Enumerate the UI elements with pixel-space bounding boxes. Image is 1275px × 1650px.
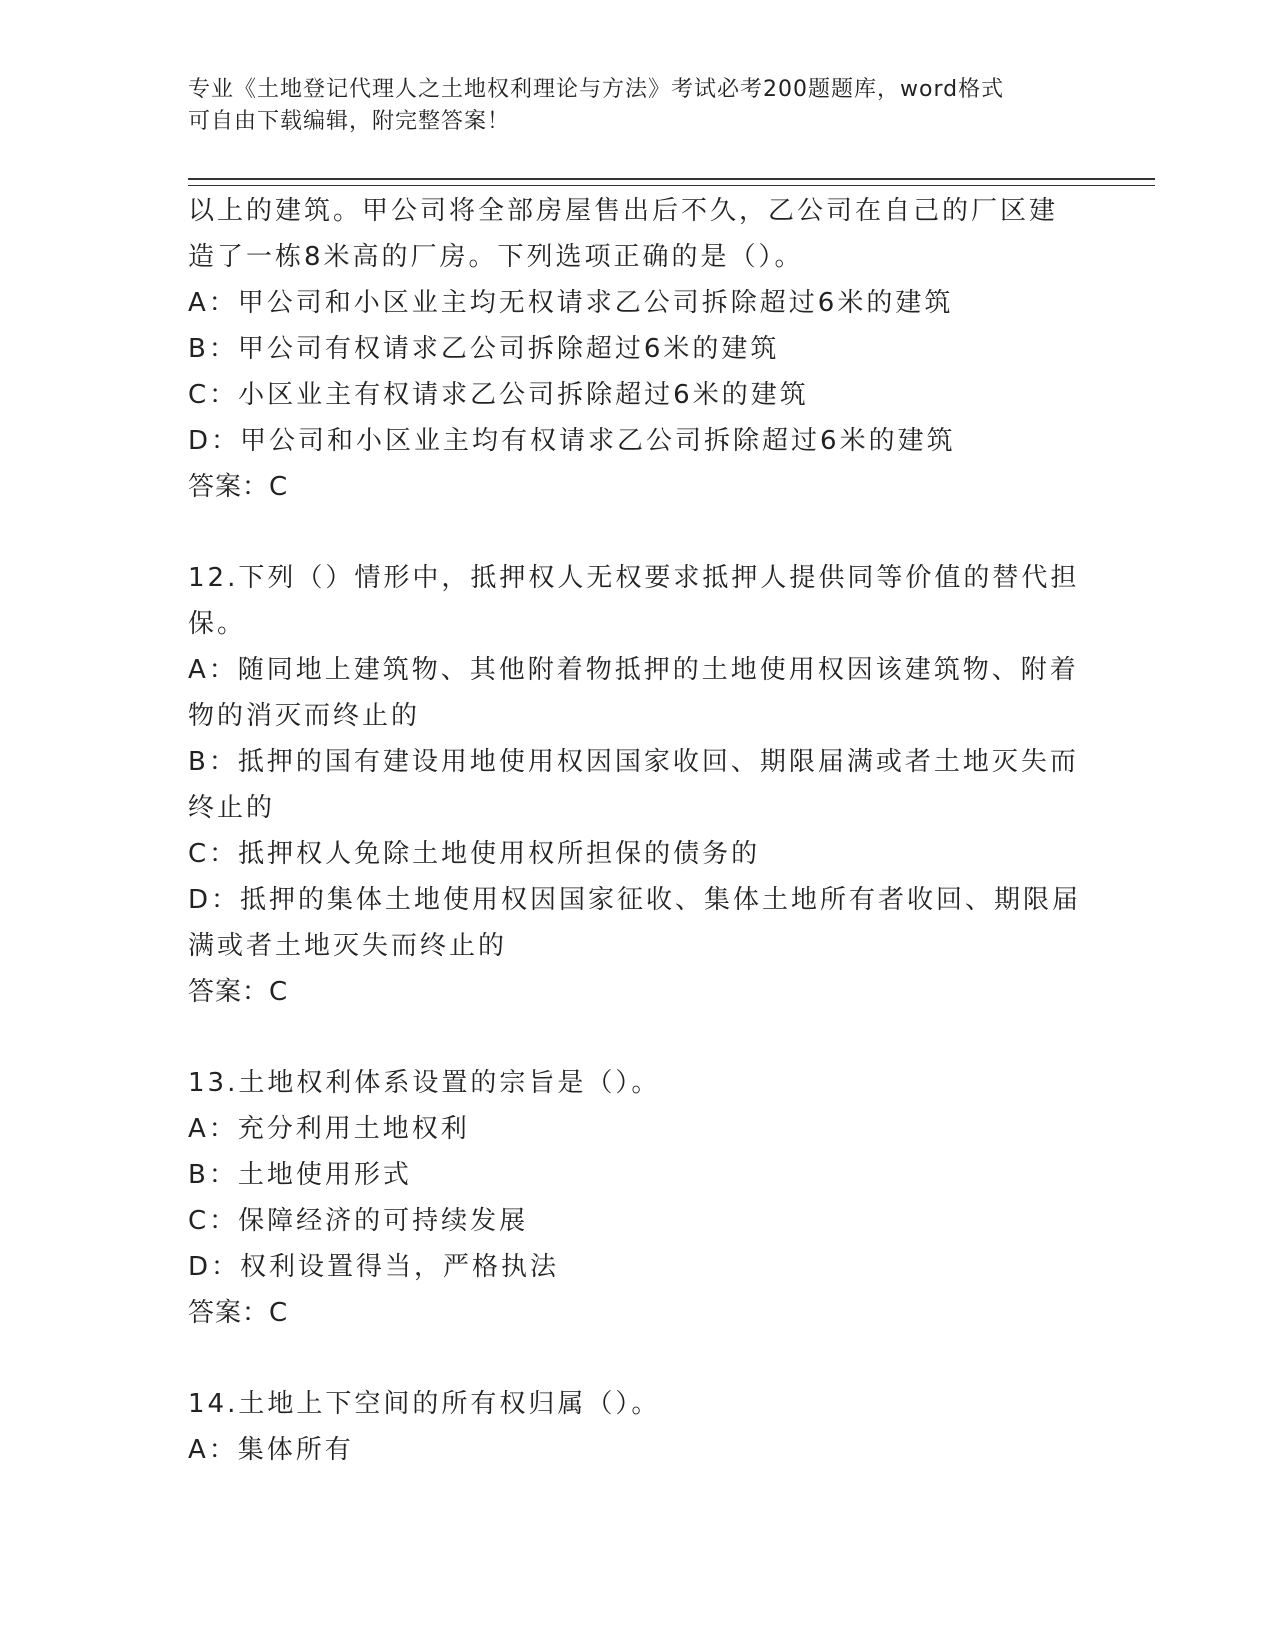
question-12 bbox=[188, 555, 1088, 1015]
option-a: A：集体所有 bbox=[188, 1435, 354, 1465]
option-d: D：权利设置得当，严格执法 bbox=[188, 1252, 560, 1282]
option-d: D：抵押的集体土地使用权因国家征收、集体土地所有者收回、期限届 bbox=[188, 885, 1082, 915]
question-stem-line: 13.土地权利体系设置的宗旨是（）。 bbox=[188, 1068, 661, 1098]
option-d: D：甲公司和小区业主均有权请求乙公司拆除超过6米的建筑 bbox=[188, 426, 956, 456]
option-a: A：甲公司和小区业主均无权请求乙公司拆除超过6米的建筑 bbox=[188, 288, 954, 318]
option-b: B：土地使用形式 bbox=[188, 1160, 412, 1190]
option-c: C：保障经济的可持续发展 bbox=[188, 1206, 529, 1236]
question-stem-line: 保。 bbox=[188, 609, 247, 639]
option-a-continued: 物的消灭而终止的 bbox=[188, 701, 421, 731]
option-b: B：抵押的国有建设用地使用权因国家收回、期限届满或者土地灭失而 bbox=[188, 747, 1079, 777]
answer-label: 答案：C bbox=[188, 1298, 289, 1328]
option-c: C：小区业主有权请求乙公司拆除超过6米的建筑 bbox=[188, 380, 809, 410]
question-list bbox=[188, 188, 1088, 1473]
page-header bbox=[188, 74, 1088, 138]
header-line-2: 可自由下载编辑，附完整答案！ bbox=[188, 109, 511, 134]
header-divider bbox=[188, 178, 1155, 186]
option-d-continued: 满或者土地灭失而终止的 bbox=[188, 931, 508, 961]
answer-label: 答案：C bbox=[188, 977, 289, 1007]
question-14 bbox=[188, 1381, 1088, 1473]
option-b-continued: 终止的 bbox=[188, 793, 276, 823]
option-b: B：甲公司有权请求乙公司拆除超过6米的建筑 bbox=[188, 334, 780, 364]
question-13 bbox=[188, 1060, 1088, 1336]
option-a: A：充分利用土地权利 bbox=[188, 1114, 470, 1144]
question-stem-line: 造了一栋8米高的厂房。下列选项正确的是（）。 bbox=[188, 242, 804, 272]
question-11 bbox=[188, 188, 1088, 510]
header-line-1: 专业《土地登记代理人之土地权利理论与方法》考试必考200题题库，word格式 bbox=[188, 77, 1005, 102]
question-stem-line: 12.下列（）情形中，抵押权人无权要求抵押人提供同等价值的替代担 bbox=[188, 563, 1080, 593]
question-stem-line: 14.土地上下空间的所有权归属（）。 bbox=[188, 1389, 661, 1419]
question-stem-line: 以上的建筑。甲公司将全部房屋售出后不久，乙公司在自己的厂区建 bbox=[188, 196, 1059, 226]
option-a: A：随同地上建筑物、其他附着物抵押的土地使用权因该建筑物、附着 bbox=[188, 655, 1079, 685]
answer-label: 答案：C bbox=[188, 472, 289, 502]
option-c: C：抵押权人免除土地使用权所担保的债务的 bbox=[188, 839, 761, 869]
